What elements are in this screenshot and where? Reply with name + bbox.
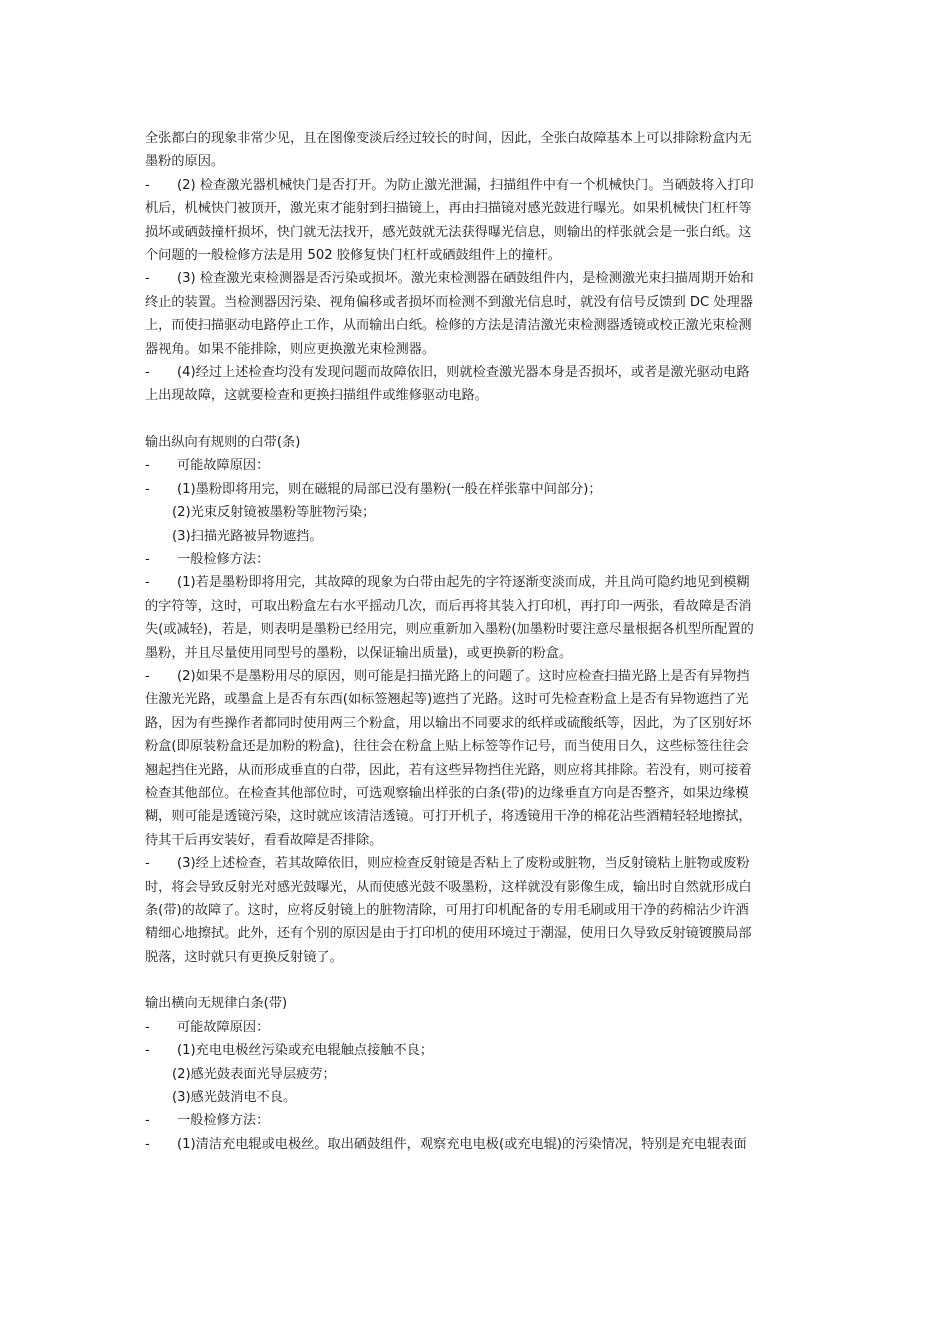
text-line: 墨粉的原因。: [145, 154, 225, 170]
bullet-text: (4)经过上述检查均没有发现问题而故障依旧，则就检查激光器本身是否损坏，或者是激光驱动电路: [177, 364, 750, 380]
text-line: 全张都白的现象非常少见，且在图像变淡后经过较长的时间，因此，全张白故障基本上可以排除粉盒内无: [145, 131, 752, 146]
text-line: 的字符等，这时，可取出粉盒左右水平摇动几次，而后再将其装入打印机，再打印一两张，看故障是否消: [145, 598, 752, 614]
bullet-dash: -: [145, 668, 150, 684]
bullet-line: [145, 1016, 807, 1039]
bullet-dash: -: [145, 1043, 150, 1059]
text-line: 终止的装置。当检测器因污染、视角偏移或者损坏而检测不到激光信息时，就没有信号反馈到 DC 处理器: [145, 294, 753, 310]
bullet-dash: -: [145, 458, 150, 474]
text-line: 条(带)的故障了。这时，应将反射镜上的脏物清除，可用打印机配备的专用毛刷或用干净的药棉沾少许酒: [145, 902, 749, 918]
bullet-line: [145, 267, 807, 290]
bullet-dash: -: [145, 1113, 150, 1129]
bullet-text: 可能故障原因：: [177, 458, 270, 474]
bullet-line: [145, 174, 807, 197]
bullet-line: [145, 548, 807, 571]
text-line: 器视角。如果不能排除，则应更换激光束检测器。: [145, 341, 436, 357]
text-line: 待其干后再安装好，看看故障是否排除。: [145, 832, 383, 848]
text-line: 精细心地擦拭。此外，还有个别的原因是由于打印机的使用环境过于潮湿，使用日久导致反射镜镀膜局部: [145, 926, 752, 942]
bullet-line: [145, 852, 807, 875]
bullet-text: (1)充电电极丝污染或充电辊触点接触不良；: [177, 1043, 434, 1059]
bullet-text: 一般检修方法：: [177, 1113, 270, 1129]
bullet-line: [145, 361, 807, 384]
text-line: 机后，机械快门被顶开，激光束才能射到扫描镜上，再由扫描镜对感光鼓进行曝光。如果机械快门杠杆等: [145, 201, 752, 217]
bullet-line: [145, 1039, 807, 1062]
bullet-dash: -: [145, 552, 150, 568]
bullet-dash: -: [145, 481, 150, 497]
bullet-text: (1)墨粉即将用完，则在磁辊的局部已没有墨粉(一般在样张靠中间部分)；: [177, 481, 602, 497]
bullet-text: (1)若是墨粉即将用完，其故障的现象为白带由起先的字符逐渐变淡而成，并且尚可隐约地见到模糊: [177, 575, 750, 591]
text-line: 翘起挡住光路，从而形成垂直的白带，因此，若有这些异物挡住光路，则应将其排除。若没有，则可接着: [145, 762, 752, 778]
text-line: 上，而使扫描驱动电路停止工作，从而输出白纸。检修的方法是清洁激光束检测器透镜或校正激光束检测: [145, 318, 752, 334]
bullet-line: [145, 1109, 807, 1132]
bullet-text: (2)如果不是墨粉用尽的原因，则可能是扫描光路上的问题了。这时应检查扫描光路上是否有异物挡: [177, 668, 750, 684]
blank-line: [145, 408, 807, 431]
indented-line: (3)扫描光路被异物遮挡。: [172, 528, 323, 544]
text-line: 失(或减轻)，若是，则表明是墨粉已经用完，则应重新加入墨粉(加墨粉时要注意尽量根据各机型所配置的: [145, 622, 754, 638]
text-line: 路，因为有些操作者都同时使用两三个粉盒，用以输出不同要求的纸样或硫酸纸等，因此，为了区别好坏: [145, 715, 752, 731]
text-line: 上出现故障，这就要检查和更换扫描组件或维修驱动电路。: [145, 388, 488, 404]
bullet-dash: -: [145, 575, 150, 591]
bullet-dash: -: [145, 856, 150, 872]
bullet-dash: -: [145, 1019, 150, 1035]
text-line: 墨粉，并且尽量使用同型号的墨粉，以保证输出质量)，或更换新的粉盒。: [145, 645, 573, 661]
bullet-line: [145, 478, 807, 501]
text-line: 个问题的一般检修方法是用 502 胶修复快门杠杆或硒鼓组件上的撞杆。: [145, 247, 561, 263]
text-line: 住激光光路，或墨盒上是否有东西(如标签翘起等)遮挡了光路。这时可先检查粉盒上是否有异物遮挡了光: [145, 692, 749, 708]
indented-line: (2)光束反射镜被墨粉等脏物污染；: [172, 505, 376, 521]
bullet-text: (3)经上述检查，若其故障依旧，则应检查反射镜是否粘上了废粉或脏物，当反射镜粘上脏物或废粉: [177, 856, 750, 872]
indented-line: (3)感光鼓消电不良。: [172, 1090, 297, 1106]
text-line: 时，将会导致反射光对感光鼓曝光，从而使感光鼓不吸墨粉，这样就没有影像生成，输出时自然就形成白: [145, 879, 752, 895]
bullet-line: [145, 454, 807, 477]
document-body: [145, 127, 807, 1156]
text-line: 粉盒(即原装粉盒还是加粉的粉盒)，往往会在粉盒上贴上标签等作记号，而当使用日久，这些标签往往会: [145, 739, 749, 755]
bullet-dash: -: [145, 271, 150, 287]
bullet-text: (3) 检查激光束检测器是否污染或损坏。激光束检测器在硒鼓组件内，是检测激光束扫描周期开始和: [177, 271, 754, 287]
blank-line: [145, 969, 807, 992]
text-line: 损坏或硒鼓撞杆损坏，快门就无法找开，感光鼓就无法获得曝光信息，则输出的样张就会是一张白纸。这: [145, 224, 752, 240]
bullet-line: [145, 1133, 807, 1156]
bullet-text: (2) 检查激光器机械快门是否打开。为防止激光泄漏，扫描组件中有一个机械快门。当硒鼓将入打印: [177, 177, 754, 193]
bullet-line: [145, 571, 807, 594]
bullet-dash: -: [145, 364, 150, 380]
bullet-text: 可能故障原因：: [177, 1019, 270, 1035]
bullet-text: 一般检修方法：: [177, 552, 270, 568]
text-line: 输出横向无规律白条(带): [145, 996, 288, 1012]
bullet-dash: -: [145, 1136, 150, 1152]
text-line: 糊，则可能是透镜污染，这时就应该清洁透镜。可打开机子，将透镜用干净的棉花沾些酒精轻轻地擦拭，: [145, 809, 752, 825]
bullet-dash: -: [145, 177, 150, 193]
text-line: 检查其他部位。在检查其他部位时，可选观察输出样张的白条(带)的边缘垂直方向是否整齐，如果边缘模: [145, 785, 749, 801]
indented-line: (2)感光鼓表面光导层疲劳；: [172, 1066, 336, 1082]
text-line: 脱落，这时就只有更换反射镜了。: [145, 949, 343, 965]
bullet-line: [145, 665, 807, 688]
bullet-text: (1)清洁充电辊或电极丝。取出硒鼓组件，观察充电电极(或充电辊)的污染情况，特别是充电辊表面: [177, 1136, 747, 1152]
text-line: 输出纵向有规则的白带(条): [145, 435, 301, 451]
